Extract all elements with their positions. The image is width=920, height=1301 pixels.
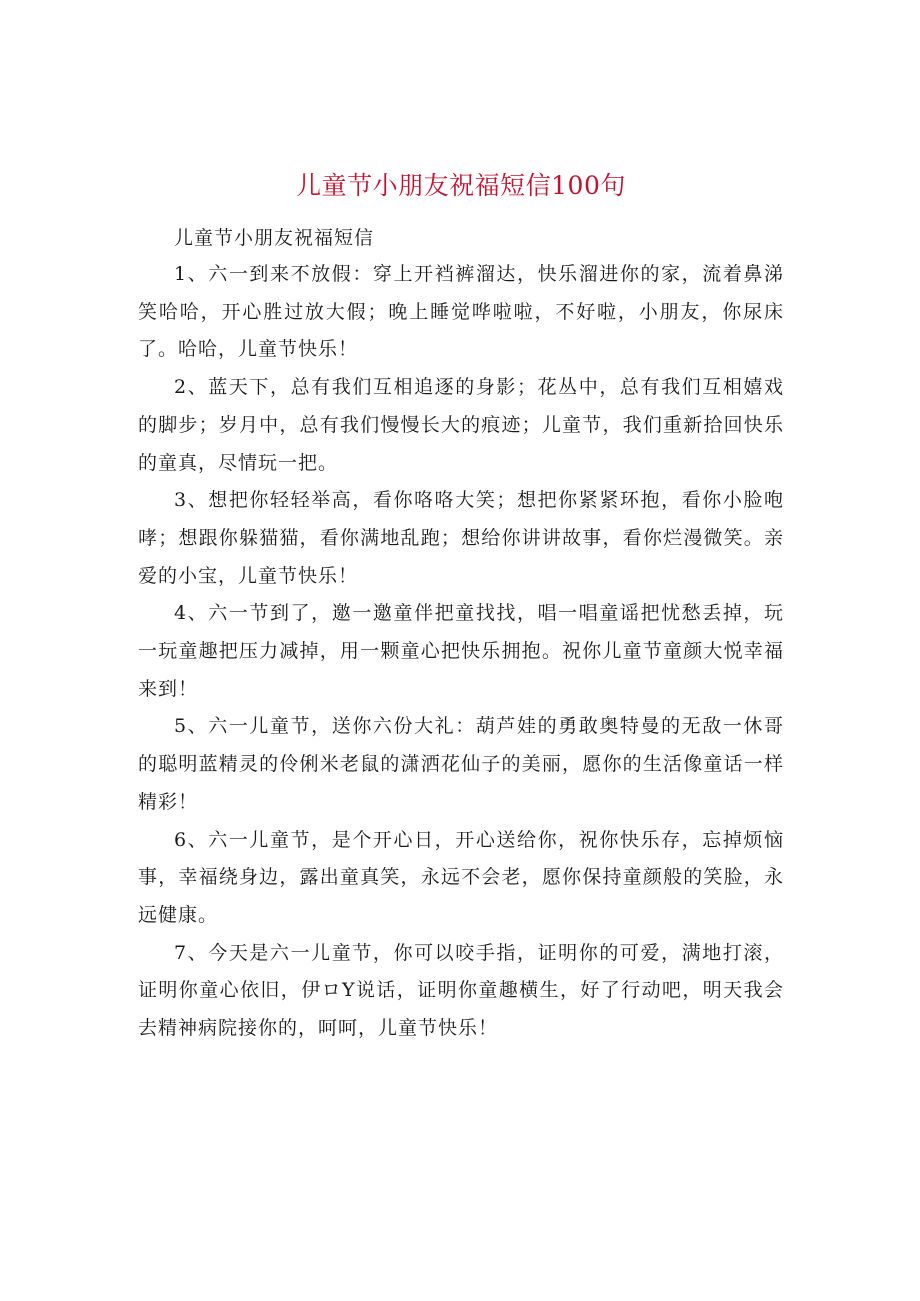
paragraph-7: 7、今天是六一儿童节，你可以咬手指，证明你的可爱，满地打滚，证明你童心依旧，伊ロY说话，证明你童趣横生，好了行动吧，明天我会去精神病院接你的，呵呵，儿童节快乐！: [138, 941, 784, 1040]
document-title: 儿童节小朋友祝福短信100句: [296, 171, 626, 200]
paragraph-2: 2、蓝天下，总有我们互相追逐的身影；花丛中，总有我们互相嬉戏的脚步；岁月中，总有我们慢慢长大的痕迹；儿童节，我们重新拾回快乐的童真，尽情玩一把。: [138, 376, 784, 474]
document-subtitle: 儿童节小朋友祝福短信: [174, 227, 375, 249]
paragraph-5: 5、六一儿童节，送你六份大礼：葫芦娃的勇敢奥特曼的无敌一休哥的聪明蓝精灵的伶俐米老鼠的潇洒花仙子的美丽，愿你的生活像童话一样精彩！: [138, 715, 784, 813]
document-body: [138, 256, 784, 1048]
paragraph-1: 1、六一到来不放假：穿上开裆裤溜达，快乐溜进你的家，流着鼻涕笑哈哈，开心胜过放大假；晚上睡觉哗啦啦，不好啦，小朋友，你尿床了。哈哈，儿童节快乐！: [138, 263, 784, 361]
paragraph-3: 3、想把你轻轻举高，看你咯咯大笑；想把你紧紧环抱，看你小脸咆哮；想跟你躲猫猫，看你满地乱跑；想给你讲讲故事，看你烂漫微笑。亲爱的小宝，儿童节快乐！: [138, 489, 784, 587]
paragraph-4: 4、六一节到了，邀一邀童伴把童找找，唱一唱童谣把忧愁丢掉，玩一玩童趣把压力减掉，用一颗童心把快乐拥抱。祝你儿童节童颜大悦幸福来到！: [138, 602, 784, 700]
paragraph-6: 6、六一儿童节，是个开心日，开心送给你，祝你快乐存，忘掉烦恼事，幸福绕身边，露出童真笑，永远不会老，愿你保持童颜般的笑脸，永远健康。: [138, 828, 784, 926]
